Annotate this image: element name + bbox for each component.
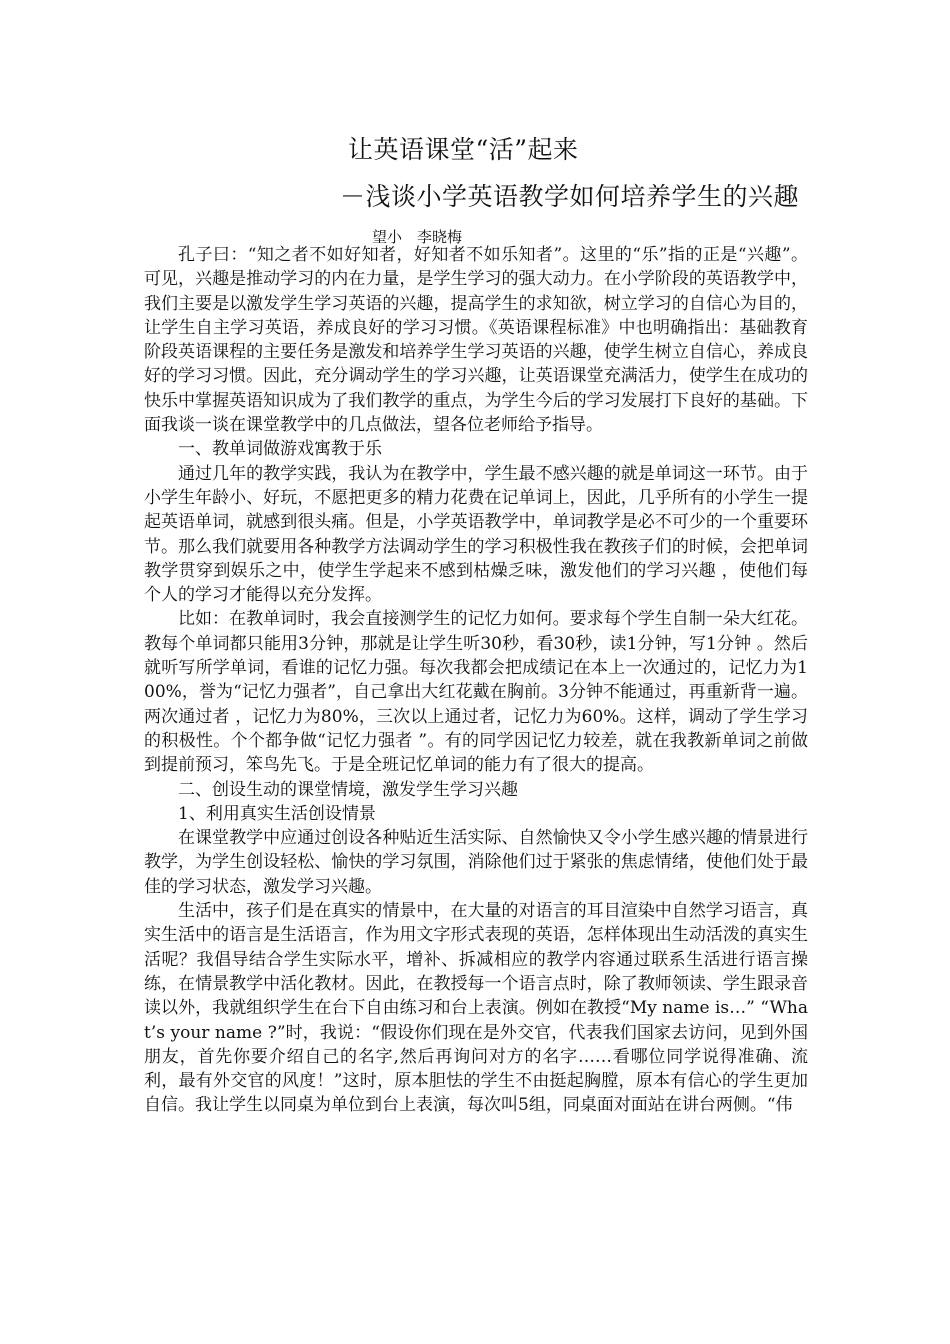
document-subtitle: －浅谈小学英语教学如何培养学生的兴趣	[340, 182, 800, 211]
paragraph-example-memory: 比如：在教单词时，我会直接测学生的记忆力如何。要求每个学生自制一朵大红花。教每个单词都只能用3分钟，那就是让学生听30秒，看30秒，读1分钟，写1分钟 。然后就听写所学单词，看谁的记忆力强。每次我都会把成绩记在本上一次通过的，记忆力为100%，誉为“记忆力强者”，自己拿出大红花戴在胸前。3分钟不能通过，再重新背一遍。两次通过者 ，记忆力为80%，三次以上通过者，记忆力为60%。这样，调动了学生学习的积极性。个个都争做“记忆力强者 ”。有的同学因记忆力较差，就在我教新单词之前做到提前预习，笨鸟先飞。于是全班记忆单词的能力有了很大的提高。	[144, 609, 808, 776]
section-heading-2: 二、创设生动的课堂情境，激发学生学习兴趣	[178, 779, 518, 800]
paragraph-real-life: 生活中，孩子们是在真实的情景中，在大量的对语言的耳目渲染中自然学习语言，真实生活中的语言是生活语言，作为用文字形式表现的英语，怎样体现出生动活泼的真实生活呢？我倡导结合学生实际水平，增补、拆减相应的教学内容通过联系生活进行语言操练，在情景教学中活化教材。因此，在教授每一个语言点时，除了教师领读、学生跟录音读以外，我就组织学生在台下自由练习和台上表演。例如在教授“My name is…” “What’s your name ?”时，我说：“假设你们现在是外交官，代表我们国家去访问，见到外国朋友，首先你要介绍自己的名字,然后再询问对方的名字……看哪位同学说得准确、流利，最有外交官的风度！”这时，原本胆怯的学生不由挺起胸膛，原本有信心的学生更加自信。我让学生以同桌为单位到台上表演，每次叫5组，同桌面对面站在讲台两侧。“伟	[144, 901, 808, 1116]
document-body	[144, 243, 808, 1118]
paragraph-situations: 在课堂教学中应通过创设各种贴近生活实际、自然愉快又令小学生感兴趣的情景进行教学，为学生创设轻松、愉快的学习氛围，消除他们过于紧张的焦虑情绪，使他们处于最佳的学习状态，激发学习兴趣。	[144, 828, 808, 897]
paragraph-vocabulary: 通过几年的教学实践，我认为在教学中，学生最不感兴趣的就是单词这一环节。由于小学生年龄小、好玩，不愿把更多的精力花费在记单词上，因此，几乎所有的小学生一提起英语单词，就感到很头痛。但是，小学英语教学中，单词教学是必不可少的一个重要环节。那么我们就要用各种教学方法调动学生的学习积极性我在教孩子们的时候，会把单词教学贯穿到娱乐之中，使学生学起来不感到枯燥乏味，激发他们的学习兴趣 ，使他们每个人的学习才能得以充分发挥。	[144, 463, 808, 606]
author-byline: 望小 李晓梅	[372, 228, 463, 246]
paragraph-intro: 孔子曰：“知之者不如好知者，好知者不如乐知者”。这里的“乐”指的正是“兴趣”。可见，兴趣是推动学习的内在力量，是学生学习的强大动力。在小学阶段的英语教学中，我们主要是以激发学生学习英语的兴趣，提高学生的求知欲，树立学习的自信心为目的，让学生自主学习英语，养成良好的学习习惯。《英语课程标准》中也明确指出：基础教育阶段英语课程的主要任务是激发和培养学生学习英语的兴趣，使学生树立自信心，养成良好的学习习惯。因此，充分调动学生的学习兴趣，让英语课堂充满活力，使学生在成功的快乐中掌握英语知识成为了我们教学的重点，为学生今后的学习发展打下良好的基础。下面我谈一谈在课堂教学中的几点做法，望各位老师给予指导。	[144, 245, 808, 436]
section-heading-1: 一、教单词做游戏寓教于乐	[178, 439, 382, 460]
subsection-heading-1: 1、利用真实生活创设情景	[178, 803, 376, 824]
document-title: 让英语课堂“活”起来	[348, 135, 579, 164]
